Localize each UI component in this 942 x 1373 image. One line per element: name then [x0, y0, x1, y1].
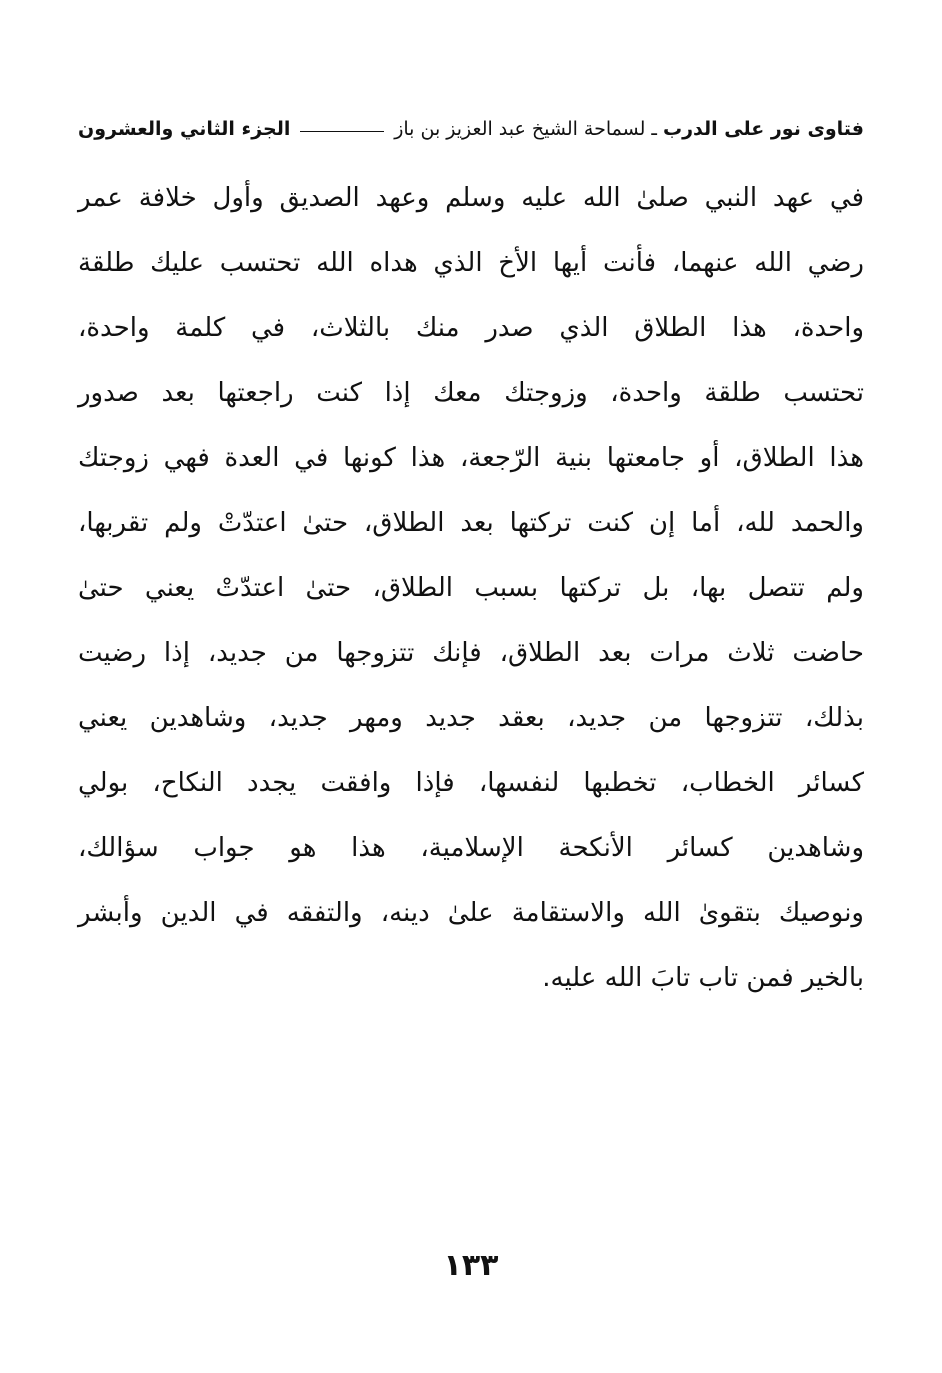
text-line: هذا الطلاق، أو جامعتها بنية الرّجعة، هذا كونها في العدة فهي زوجتك [78, 443, 864, 473]
text-line: والحمد لله، أما إن كنت تركتها بعد الطلاق، حتىٰ اعتدّتْ ولم تقربها، [78, 508, 864, 538]
text-line: ولم تتصل بها، بل تركتها بسبب الطلاق، حتىٰ اعتدّتْ يعني حتىٰ [78, 573, 864, 603]
text-line-last: بالخير فمن تاب تابَ الله عليه. [542, 963, 864, 993]
text-line: بذلك، تتزوجها من جديد، بعقد جديد ومهر جديد، وشاهدين يعني [78, 703, 864, 733]
text-line: حاضت ثلاث مرات بعد الطلاق، فإنك تتزوجها من جديد، إذا رضيت [78, 638, 864, 668]
text-line: رضي الله عنهما، فأنت أيها الأخ الذي هداه الله تحتسب عليك طلقة [78, 248, 864, 278]
text-line: ونوصيك بتقوىٰ الله والاستقامة علىٰ دينه، والتفقه في الدين وأبشر [78, 898, 864, 928]
header-book-author: ـ لسماحة الشيخ عبد العزيز بن باز [394, 118, 657, 140]
page-number: ١٣٣ [443, 1248, 499, 1283]
text-line: كسائر الخطاب، تخطبها لنفسها، فإذا وافقت يجدد النكاح، بولي [78, 768, 864, 798]
body-text [78, 166, 864, 1011]
header-book-title: فتاوى نور على الدرب [663, 118, 864, 140]
text-line: واحدة، هذا الطلاق الذي صدر منك بالثلاث، في كلمة واحدة، [78, 313, 864, 343]
text-line: وشاهدين كسائر الأنكحة الإسلامية، هذا هو جواب سؤالك، [78, 833, 864, 863]
text-line: في عهد النبي صلىٰ الله عليه وسلم وعهد الصديق وأول خلافة عمر [78, 183, 864, 213]
header-rule [300, 131, 384, 132]
text-line: تحتسب طلقة واحدة، وزوجتك معك إذا كنت راجعتها بعد صدور [78, 378, 864, 408]
header-part-label: الجزء الثاني والعشرون [78, 118, 291, 140]
header-title-group [394, 118, 864, 140]
running-header [78, 112, 864, 146]
